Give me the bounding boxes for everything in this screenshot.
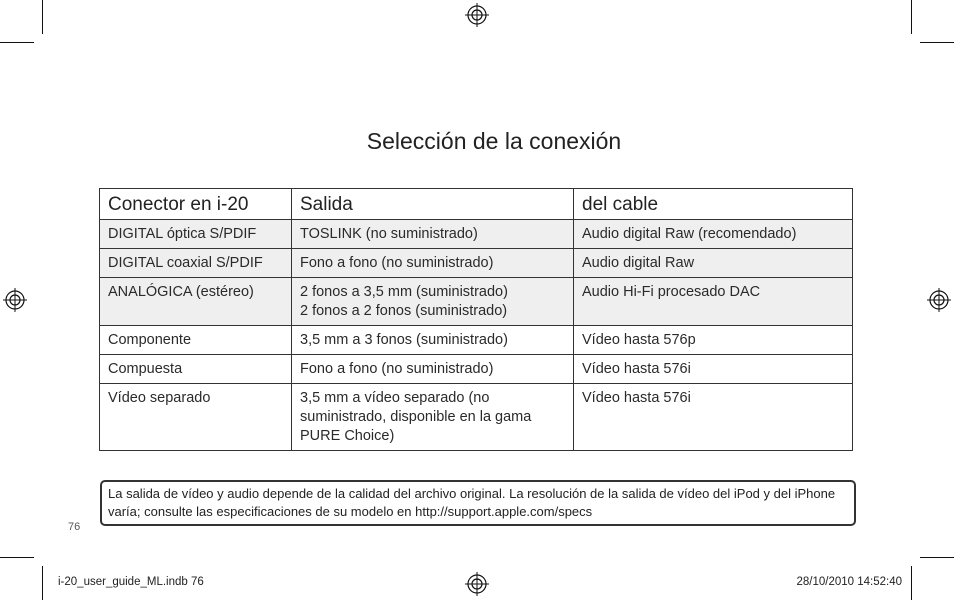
table-cell: Componente bbox=[100, 326, 292, 355]
table-row bbox=[100, 220, 853, 249]
table-cell: 2 fonos a 3,5 mm (suministrado) 2 fonos a 2 fonos (suministrado) bbox=[292, 278, 574, 326]
page-number: 76 bbox=[68, 521, 81, 533]
table-cell: Vídeo hasta 576i bbox=[574, 384, 853, 451]
column-header: del cable bbox=[574, 189, 853, 220]
crop-mark bbox=[42, 0, 43, 34]
table-row bbox=[100, 384, 853, 451]
registration-mark-icon bbox=[3, 288, 27, 312]
table-cell: Audio Hi-Fi procesado DAC bbox=[574, 278, 853, 326]
table-cell: Fono a fono (no suministrado) bbox=[292, 355, 574, 384]
table-row bbox=[100, 355, 853, 384]
connection-table bbox=[99, 188, 853, 451]
crop-mark bbox=[911, 566, 912, 600]
table-cell: DIGITAL coaxial S/PDIF bbox=[100, 249, 292, 278]
registration-mark-icon bbox=[465, 572, 489, 596]
column-header: Salida bbox=[292, 189, 574, 220]
table-cell: ANALÓGICA (estéreo) bbox=[100, 278, 292, 326]
crop-mark bbox=[0, 557, 34, 558]
table-cell: Fono a fono (no suministrado) bbox=[292, 249, 574, 278]
table-header-row bbox=[100, 189, 853, 220]
video-audio-note: La salida de vídeo y audio depende de la calidad del archivo original. La resolución de la salida de vídeo del iPod y del iPhone varía; consulte las especificaciones de su modelo en http://support.apple.com/specs bbox=[100, 480, 856, 526]
table-cell: Vídeo hasta 576i bbox=[574, 355, 853, 384]
table-row bbox=[100, 249, 853, 278]
slug-datetime: 28/10/2010 14:52:40 bbox=[796, 576, 902, 588]
table-cell: Vídeo separado bbox=[100, 384, 292, 451]
table-cell: 3,5 mm a vídeo separado (no suministrado, disponible en la gama PURE Choice) bbox=[292, 384, 574, 451]
registration-mark-icon bbox=[927, 288, 951, 312]
crop-mark bbox=[920, 557, 954, 558]
table-cell: TOSLINK (no suministrado) bbox=[292, 220, 574, 249]
crop-mark bbox=[0, 42, 34, 43]
page-title: Selección de la conexión bbox=[366, 128, 622, 154]
table-cell: Compuesta bbox=[100, 355, 292, 384]
slug-filename: i-20_user_guide_ML.indb 76 bbox=[58, 576, 204, 588]
crop-mark bbox=[920, 42, 954, 43]
table-cell: Vídeo hasta 576p bbox=[574, 326, 853, 355]
crop-mark bbox=[42, 566, 43, 600]
column-header: Conector en i-20 bbox=[100, 189, 292, 220]
crop-mark bbox=[911, 0, 912, 34]
table-cell: Audio digital Raw bbox=[574, 249, 853, 278]
table-cell: DIGITAL óptica S/PDIF bbox=[100, 220, 292, 249]
registration-mark-icon bbox=[465, 3, 489, 27]
table-row bbox=[100, 326, 853, 355]
table-row bbox=[100, 278, 853, 326]
table-cell: 3,5 mm a 3 fonos (suministrado) bbox=[292, 326, 574, 355]
table-cell: Audio digital Raw (recomendado) bbox=[574, 220, 853, 249]
